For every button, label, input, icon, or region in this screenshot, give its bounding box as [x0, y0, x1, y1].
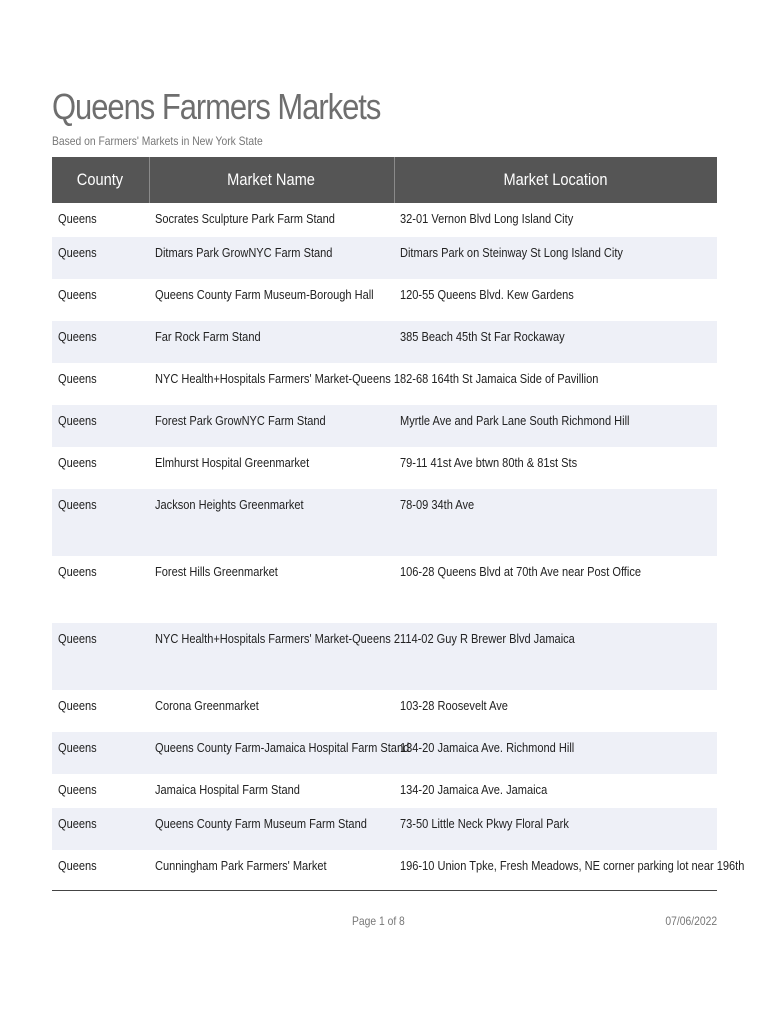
market-name-cell: Socrates Sculpture Park Farm Stand — [155, 211, 335, 226]
column-header-market-location: Market Location — [394, 157, 717, 203]
market-location-cell: 196-10 Union Tpke, Fresh Meadows, NE corner parking lot near 196th — [400, 858, 745, 873]
table-row — [52, 321, 717, 363]
column-header-county: County — [52, 157, 149, 203]
market-name-cell: Corona Greenmarket — [155, 698, 259, 713]
table-row — [52, 279, 717, 321]
county-cell: Queens — [52, 237, 149, 279]
report-date: 07/06/2022 — [665, 914, 717, 928]
table-row — [52, 405, 717, 447]
market-location-cell: 134-20 Jamaica Ave. Richmond Hill — [394, 732, 717, 774]
market-location-cell: 78-09 34th Ave — [394, 489, 717, 556]
county-cell: Queens — [52, 489, 149, 556]
market-location-cell: 32-01 Vernon Blvd Long Island City — [400, 211, 574, 226]
table-row — [52, 690, 717, 732]
table-row — [52, 808, 717, 850]
county-cell: Queens — [52, 321, 149, 363]
market-name-cell: Queens County Farm Museum Farm Stand — [149, 808, 394, 850]
market-name-cell: Queens County Farm Museum-Borough Hall — [155, 287, 374, 302]
table-row — [52, 556, 717, 623]
page-subtitle: Based on Farmers' Markets in New York State — [52, 134, 263, 148]
market-location-cell: Myrtle Ave and Park Lane South Richmond Hill — [394, 405, 717, 447]
table-row — [52, 447, 717, 489]
county-cell: Queens — [58, 371, 97, 386]
county-cell: Queens — [58, 698, 97, 713]
table-row — [52, 623, 717, 690]
market-location-cell: 134-20 Jamaica Ave. Jamaica — [400, 782, 548, 797]
county-cell: Queens — [58, 211, 97, 226]
county-cell: Queens — [58, 564, 97, 579]
county-cell: Queens — [52, 405, 149, 447]
market-name-cell: NYC Health+Hospitals Farmers' Market-Queens 2 — [149, 623, 394, 690]
market-name-cell: Forest Hills Greenmarket — [155, 564, 278, 579]
market-location-cell: 385 Beach 45th St Far Rockaway — [394, 321, 717, 363]
page-title: Queens Farmers Markets — [52, 86, 381, 127]
table-row — [52, 774, 717, 808]
table-row — [52, 237, 717, 279]
footer-divider — [52, 890, 717, 891]
market-name-cell: Elmhurst Hospital Greenmarket — [155, 455, 310, 470]
market-name-cell: Far Rock Farm Stand — [149, 321, 394, 363]
market-location-cell: 82-68 164th St Jamaica Side of Pavillion — [400, 371, 599, 386]
page-number: Page 1 of 8 — [352, 914, 405, 928]
county-cell: Queens — [58, 455, 97, 470]
table-row — [52, 203, 717, 237]
table-row — [52, 363, 717, 405]
market-name-cell: Jamaica Hospital Farm Stand — [155, 782, 300, 797]
market-name-cell: Cunningham Park Farmers' Market — [155, 858, 327, 873]
county-cell: Queens — [58, 782, 97, 797]
market-location-cell: 79-11 41st Ave btwn 80th & 81st Sts — [400, 455, 578, 470]
market-location-cell: 114-02 Guy R Brewer Blvd Jamaica — [394, 623, 717, 690]
county-cell: Queens — [52, 808, 149, 850]
table-row — [52, 732, 717, 774]
table-row — [52, 850, 717, 892]
county-cell: Queens — [58, 287, 97, 302]
market-location-cell: Ditmars Park on Steinway St Long Island City — [394, 237, 717, 279]
market-location-cell: 120-55 Queens Blvd. Kew Gardens — [400, 287, 574, 302]
county-cell: Queens — [52, 623, 149, 690]
market-name-cell: Forest Park GrowNYC Farm Stand — [149, 405, 394, 447]
column-header-market-name: Market Name — [149, 157, 394, 203]
market-location-cell: 106-28 Queens Blvd at 70th Ave near Post Office — [400, 564, 642, 579]
county-cell: Queens — [52, 732, 149, 774]
table-header-row — [52, 157, 717, 203]
market-name-cell: Jackson Heights Greenmarket — [149, 489, 394, 556]
county-cell: Queens — [58, 858, 97, 873]
market-name-cell: Queens County Farm-Jamaica Hospital Farm Stand — [149, 732, 394, 774]
market-location-cell: 103-28 Roosevelt Ave — [400, 698, 508, 713]
market-location-cell: 73-50 Little Neck Pkwy Floral Park — [394, 808, 717, 850]
markets-table — [52, 157, 745, 892]
table-row — [52, 489, 717, 556]
market-name-cell: NYC Health+Hospitals Farmers' Market-Queens 1 — [155, 371, 400, 386]
market-name-cell: Ditmars Park GrowNYC Farm Stand — [149, 237, 394, 279]
